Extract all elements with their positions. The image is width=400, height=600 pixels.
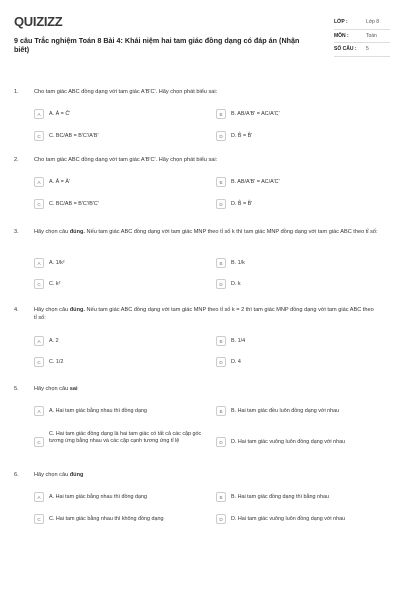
option-c[interactable] <box>34 514 163 524</box>
question-text: Hãy chọn câu sai <box>34 386 78 392</box>
option-text: B. AB/A'B' = AC/A'C' <box>231 110 280 117</box>
option-letter: C <box>34 131 44 141</box>
option-letter: D <box>216 279 226 289</box>
option-text: D. 4 <box>231 358 241 365</box>
option-letter: A <box>34 177 44 187</box>
option-letter: D <box>216 514 226 524</box>
question-number: 6. <box>14 472 19 478</box>
option-letter: D <box>216 131 226 141</box>
option-letter: A <box>34 336 44 346</box>
option-letter: B <box>216 177 226 187</box>
option-text: B. Hai tam giác đồng dạng thì bằng nhau <box>231 493 330 500</box>
option-letter: C <box>34 437 44 447</box>
question-number: 4. <box>14 307 19 313</box>
option-letter: D <box>216 357 226 367</box>
option-c[interactable] <box>34 131 99 141</box>
option-letter: A <box>34 492 44 502</box>
worksheet-title: 9 câu Trắc nghiệm Toán 8 Bài 4: Khái niệm hai tam giác đồng dạng có đáp án (Nhận biết) <box>14 36 300 54</box>
question-3 <box>14 229 386 287</box>
option-d[interactable] <box>216 437 345 447</box>
question-text: Hãy chọn câu đúng. Nếu tam giác ABC đồng dạng với tam giác MNP theo tỉ số k = 2 thì tam giác MNP đồng dạng với tam giác ABC theo tỉ số: <box>34 307 374 321</box>
option-c[interactable] <box>34 199 99 209</box>
option-text: C. k² <box>49 280 61 287</box>
option-text: C. BC/AB = B'C'/B'C' <box>49 200 99 207</box>
option-b[interactable] <box>216 109 280 119</box>
option-letter: A <box>34 258 44 268</box>
question-4 <box>14 307 386 365</box>
meta-key: SỐ CÂU : <box>334 46 357 52</box>
option-text: B. Hai tam giác đều luôn đồng dạng với nhau <box>231 407 340 414</box>
option-letter: B <box>216 336 226 346</box>
option-text: D. Hai tam giác vuông luôn đồng dạng với nhau <box>231 438 346 445</box>
option-text: A. Hai tam giác bằng nhau thì đồng dạng <box>49 493 148 500</box>
meta-row-subject <box>334 30 390 44</box>
option-text: A. Â = Â' <box>49 178 70 185</box>
option-letter: D <box>216 437 226 447</box>
option-text: B. AB/A'B' = AC/A'C' <box>231 178 280 185</box>
quizizz-logo: QUIZIZZ <box>14 14 63 29</box>
option-letter: B <box>216 406 226 416</box>
option-c[interactable] <box>34 431 204 447</box>
question-number: 5. <box>14 386 19 392</box>
meta-key: MÔN : <box>334 32 349 39</box>
option-c[interactable] <box>34 279 60 289</box>
question-1 <box>14 89 386 139</box>
option-text: D. k <box>231 280 241 287</box>
option-a[interactable] <box>34 109 70 119</box>
option-b[interactable] <box>216 406 339 416</box>
question-number: 1. <box>14 89 19 95</box>
question-text: Hãy chọn câu đúng. Nếu tam giác ABC đồng dạng với tam giác MNP theo tỉ số k thì tam giác MNP đồng dạng với tam giác ABC theo tỉ số: <box>34 229 378 235</box>
meta-value: 5 <box>366 46 369 52</box>
question-text: Hãy chọn câu đúng <box>34 472 84 478</box>
option-letter: C <box>34 514 44 524</box>
option-letter: C <box>34 357 44 367</box>
meta-value: Toán <box>366 32 377 39</box>
option-a[interactable] <box>34 258 65 268</box>
option-text: C. Hai tam giác đồng dạng là hai tam giác có tất cả các cặp góc tương ứng bằng nhau và các cặp cạnh tương ứng tỉ lệ <box>49 431 202 444</box>
option-letter: B <box>216 109 226 119</box>
worksheet-header <box>14 10 386 70</box>
option-letter: C <box>34 199 44 209</box>
option-text: C. 1/2 <box>49 358 64 365</box>
option-a[interactable] <box>34 177 70 187</box>
question-5 <box>14 386 386 445</box>
question-number: 3. <box>14 229 19 235</box>
option-b[interactable] <box>216 336 245 346</box>
meta-value: Lớp 8 <box>366 19 380 25</box>
meta-key: LỚP : <box>334 19 348 25</box>
option-a[interactable] <box>34 336 59 346</box>
option-b[interactable] <box>216 258 245 268</box>
option-text: D. Hai tam giác vuông luôn đồng dạng với nhau <box>231 515 346 522</box>
worksheet-meta <box>334 16 390 57</box>
option-letter: B <box>216 492 226 502</box>
option-letter: A <box>34 406 44 416</box>
option-d[interactable] <box>216 514 345 524</box>
option-text: A. 1/k² <box>49 259 65 266</box>
option-text: A. Â = Ĉ' <box>49 110 71 117</box>
option-letter: C <box>34 279 44 289</box>
option-c[interactable] <box>34 357 63 367</box>
option-text: D. B̂ = B̂' <box>231 200 253 207</box>
option-text: D. B̂ = B̂' <box>231 132 253 139</box>
option-text: B. 1/4 <box>231 337 246 344</box>
option-text: C. Hai tam giác bằng nhau thì không đồng dạng <box>49 515 164 522</box>
option-letter: B <box>216 258 226 268</box>
option-text: C. BC/AB = B'C'/A'B' <box>49 132 99 139</box>
option-d[interactable] <box>216 199 252 209</box>
option-text: A. 2 <box>49 337 59 344</box>
question-2 <box>14 157 386 207</box>
option-d[interactable] <box>216 279 241 289</box>
option-b[interactable] <box>216 177 280 187</box>
option-a[interactable] <box>34 406 147 416</box>
meta-row-count <box>334 43 390 57</box>
question-text: Cho tam giác ABC đồng dạng với tam giác A'B'C'. Hãy chọn phát biểu sai: <box>34 89 218 95</box>
meta-row-grade <box>334 16 390 30</box>
question-number: 2. <box>14 157 19 163</box>
option-d[interactable] <box>216 131 252 141</box>
option-letter: D <box>216 199 226 209</box>
question-6 <box>14 472 386 522</box>
option-text: B. 1/k <box>231 259 245 266</box>
option-letter: A <box>34 109 44 119</box>
option-text: A. Hai tam giác bằng nhau thì đồng dạng <box>49 407 148 414</box>
option-d[interactable] <box>216 357 241 367</box>
question-text: Cho tam giác ABC đồng dạng với tam giác A'B'C'. Hãy chọn phát biểu sai: <box>34 157 218 163</box>
option-a[interactable] <box>34 492 147 502</box>
option-b[interactable] <box>216 492 329 502</box>
